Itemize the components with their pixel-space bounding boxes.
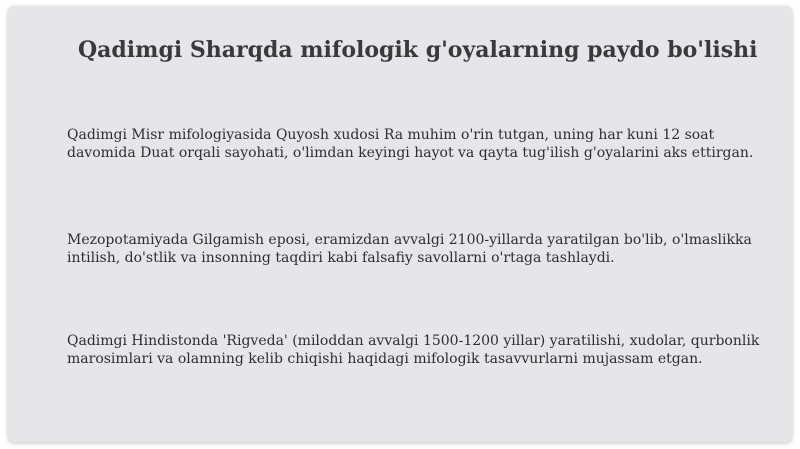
paragraph-india: Qadimgi Hindistonda 'Rigveda' (miloddan avvalgi 1500-1200 yillar) yaratilishi, xudolar, qurbonlik marosimlari va olamning kelib chiqishi haqidagi mifologik tasavvurlarni mujassam etgan.: [67, 333, 760, 367]
paragraph-mesopotamia: Mezopotamiyada Gilgamish eposi, eramizdan avvalgi 2100-yillarda yaratilgan bo'lib, o'lmaslikka intilish, do'stlik va insonning taqdiri kabi falsafiy savollarni o'rtaga tashlaydi.: [67, 232, 752, 266]
slide-title: Qadimgi Sharqda mifologik g'oyalarning paydo bo'lishi: [78, 37, 758, 63]
slide: [8, 6, 792, 442]
paragraph-egypt: Qadimgi Misr mifologiyasida Quyosh xudosi Ra muhim o'rin tutgan, uning har kuni 12 soat davomida Duat orqali sayohati, o'limdan keyingi hayot va qayta tug'ilish g'oyalarini aks ettirgan.: [67, 127, 754, 161]
